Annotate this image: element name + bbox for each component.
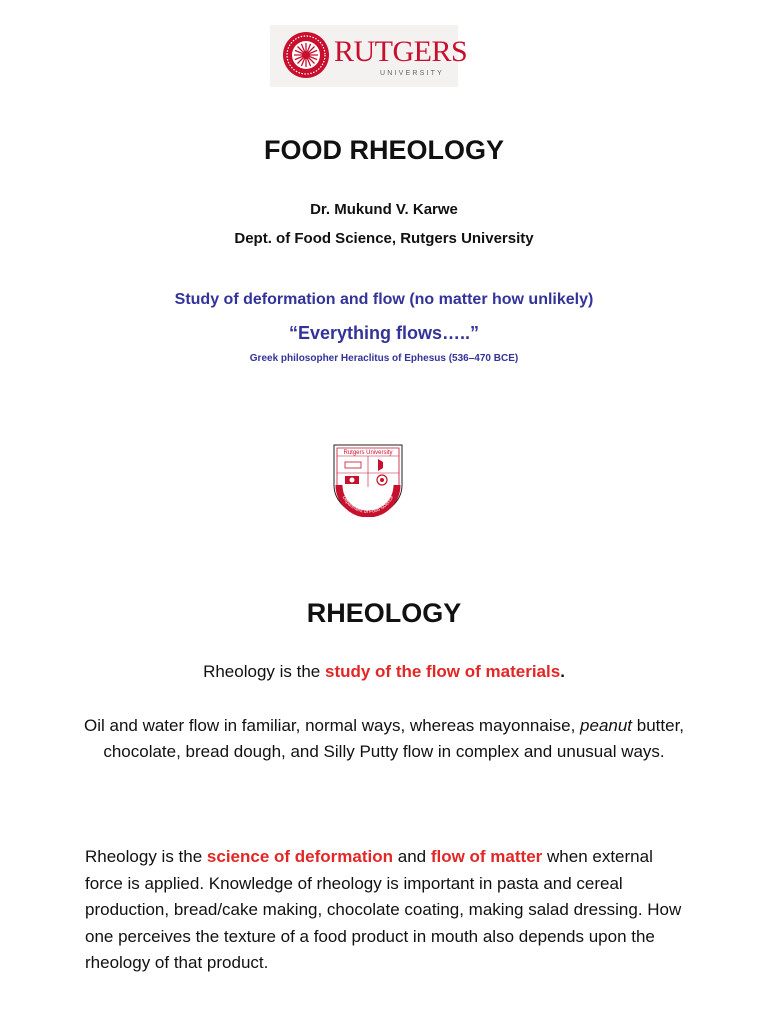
emblem-top-text: Rutgers University (343, 450, 393, 456)
p3-middle: and (393, 847, 431, 866)
department-emblem-icon (331, 443, 405, 517)
p3-after: when external force is applied. Knowledge of rheology is important in pasta and cereal production, bread/cake making, chocolate coating, making salad dressing. How one perceives the texture of a food product in mouth also depends upon the rheology of that product. (85, 847, 682, 972)
rutgers-logo (270, 25, 468, 87)
p3-before: Rheology is the (85, 847, 207, 866)
p1-after: . (560, 662, 565, 681)
science-paragraph (85, 844, 695, 977)
p1-before: Rheology is the (203, 662, 325, 681)
p3-highlight-flow: flow of matter (430, 847, 543, 866)
study-tagline: Study of deformation and flow (no matter how unlikely) (174, 291, 594, 308)
department: Dept. of Food Science, Rutgers University (234, 230, 534, 247)
logo-subtitle: UNIVERSITY (380, 70, 445, 77)
section-heading: RHEOLOGY (306, 598, 462, 628)
p1-highlight: study of the flow of materials (324, 662, 561, 681)
p3-highlight-deformation: science of deformation (206, 847, 394, 866)
p2-before: Oil and water flow in familiar, normal ways, whereas mayonnaise, (83, 716, 581, 735)
emblem-arc-text: Department of Food Science (340, 494, 396, 516)
logo-wordmark: RUTGERS (334, 35, 468, 68)
examples-paragraph (80, 713, 688, 765)
author-name: Dr. Mukund V. Karwe (310, 201, 458, 218)
definition-paragraph (0, 662, 768, 682)
page-title: FOOD RHEOLOGY (263, 135, 504, 165)
quote-attribution: Greek philosopher Heraclitus of Ephesus (536–470 BCE) (249, 353, 519, 364)
quote: “Everything flows…..” (288, 323, 480, 343)
p2-after: butter, chocolate, bread dough, and Silly Putty flow in complex and unusual ways. (103, 716, 685, 761)
rutgers-seal-icon (282, 31, 330, 79)
p2-italic: peanut (580, 716, 633, 735)
